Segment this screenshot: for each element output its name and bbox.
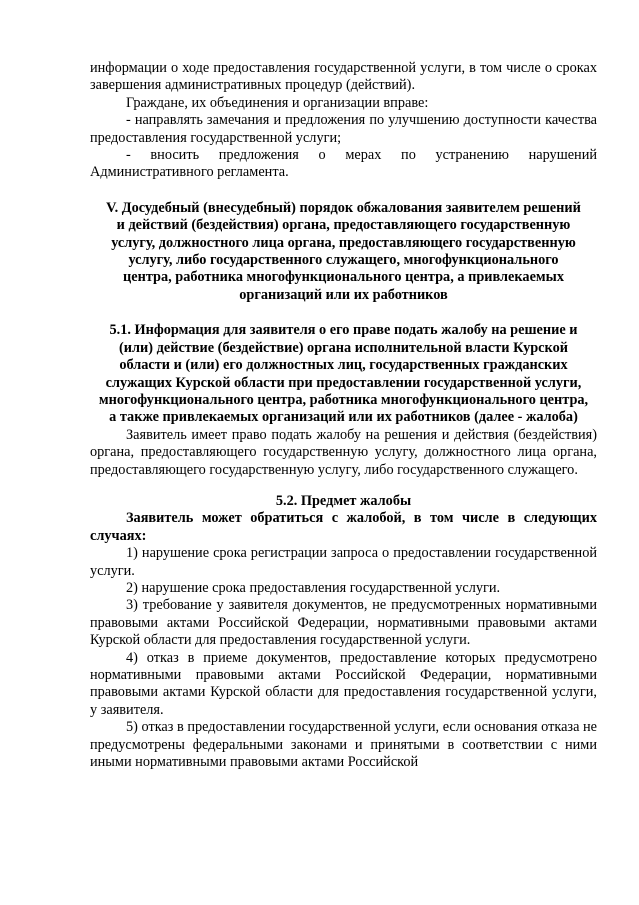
list-item-2: 2) нарушение срока предоставления государственной услуги.: [126, 579, 501, 596]
section-5-heading: V. Досудебный (внесудебный) порядок обжалования заявителем решений и действий (бездействия) органа, предоставляющего государственную услугу, должностного лица органа, предоставляющего государственную услугу, либо государственного служащего, многофункционального центра, работника многофункционального центра, а привлекаемых организаций или их работников: [106, 199, 581, 303]
spacer: [90, 182, 597, 200]
section-5-1-text: Заявитель имеет право подать жалобу на решения и действия (бездействия) органа, предоставляющего государственную услугу, должностного лица органа, предоставляющего государственную услугу, либо государственного служащего.: [90, 426, 597, 478]
document-page: [90, 60, 597, 771]
intro-paragraph-3: - направлять замечания и предложения по улучшению доступности качества предоставления государственной услуги;: [90, 112, 597, 146]
intro-paragraph-1: информации о ходе предоставления государственной услуги, в том числе о сроках завершения административных процедур (действий).: [90, 60, 597, 94]
list-item-3: 3) требование у заявителя документов, не предусмотренных нормативными правовыми актами Российской Федерации, нормативными правовыми актами Курской области для предоставления государственной услуги.: [90, 597, 597, 649]
section-5-2-heading: 5.2. Предмет жалобы: [275, 492, 412, 509]
section-5-1-heading: 5.1. Информация для заявителя о его праве подать жалобу на решение и (или) действие (бездействие) органа исполнительной власти Курской области и (или) его должностных лиц, государственных гражданских служащих Курской области при предоставлении государственной услуги, многофункционального центра, работника многофункционального центра, а также привлекаемых организаций или их работников (далее - жалоба): [98, 322, 589, 426]
spacer: [90, 479, 597, 493]
spacer: [90, 304, 597, 322]
intro-paragraph-4: - вносить предложения о мерах по устранению нарушений Административного регламента.: [90, 147, 597, 181]
intro-paragraph-2: Граждане, их объединения и организации вправе:: [126, 94, 429, 111]
list-item-1: 1) нарушение срока регистрации запроса о предоставлении государственной услуги.: [90, 545, 597, 579]
list-item-5: 5) отказ в предоставлении государственной услуги, если основания отказа не предусмотрены федеральными законами и принятыми в соответствии с ними иными нормативными правовыми актами Российской: [90, 719, 597, 771]
list-item-4: 4) отказ в приеме документов, предоставление которых предусмотрено нормативными правовыми актами Российской Федерации, нормативными правовыми актами Курской области для предоставления государственной услуги, у заявителя.: [90, 649, 597, 718]
section-5-2-lead: Заявитель может обратиться с жалобой, в том числе в следующих случаях:: [90, 510, 597, 544]
